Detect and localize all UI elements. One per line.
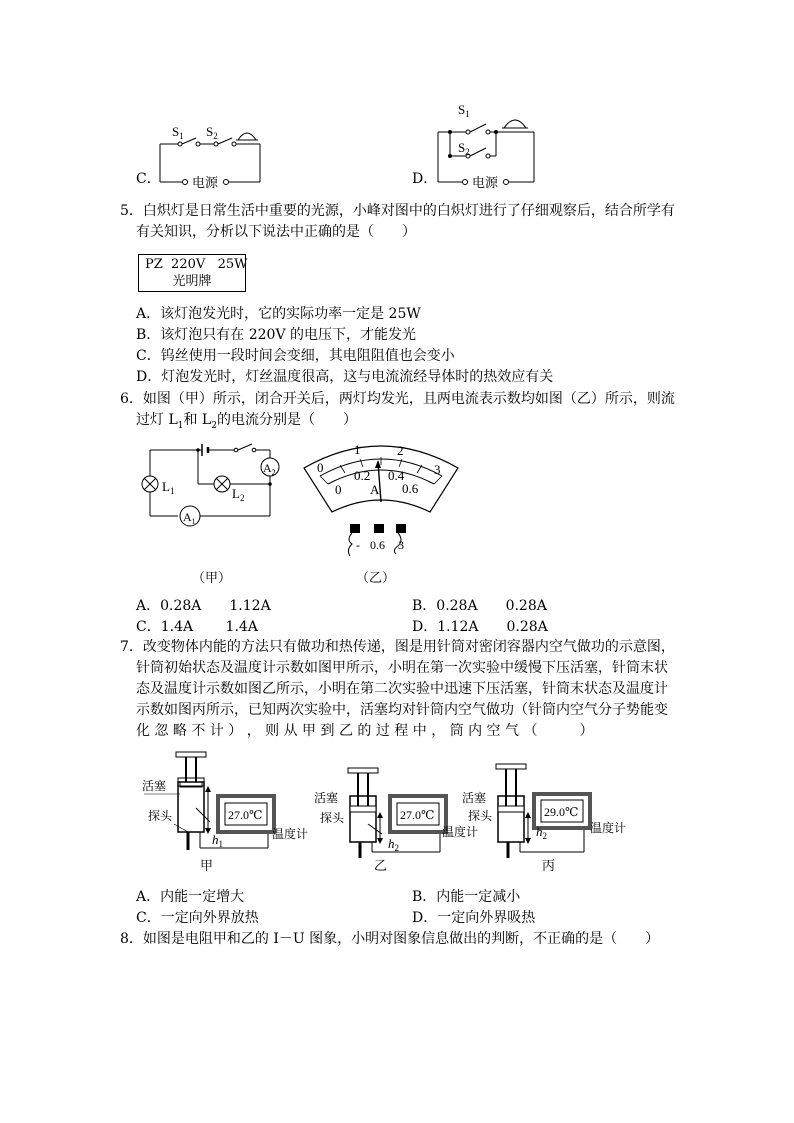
q6-circuit-jia xyxy=(138,440,288,530)
q5-bulb-spec: PZ 220V 25W xyxy=(145,257,248,272)
q7-option-b[interactable]: B．内能一定减小 xyxy=(412,889,521,905)
q7-bing-reading: 29.0℃ xyxy=(544,805,579,819)
q7-jia-thermo: 温度计 xyxy=(272,827,309,841)
q7-syringe-jia xyxy=(138,748,318,876)
terminal-3: 3 xyxy=(398,538,404,552)
q6-caption-jia: （甲） xyxy=(192,571,232,586)
q5-option-b[interactable]: B．该灯泡只有在 220V 的电压下，才能发光 xyxy=(136,327,417,343)
q6-l2-label: $L_2$ xyxy=(232,486,245,503)
q4-option-d-circuit xyxy=(428,98,548,194)
q6-caption-yi: （乙） xyxy=(356,571,396,586)
q6-a2-label: $A_2$ xyxy=(263,461,276,477)
meter-unit: A xyxy=(370,482,380,497)
q7-bing-piston: 活塞 xyxy=(462,791,487,805)
q7-option-c[interactable]: C．一定向外界放热 xyxy=(136,910,259,926)
q6-option-a[interactable]: A．0.28A 1.12A xyxy=(136,598,271,614)
meter-top-2: 2 xyxy=(397,443,404,458)
meter-bottom-0: 0 xyxy=(335,482,342,497)
q4d-power-label: 电源 xyxy=(472,175,499,190)
meter-top-0: 0 xyxy=(317,460,324,475)
q5-stem-line1: 5．白炽灯是日常生活中重要的光源，小峰对图中的白炽灯进行了仔细观察后，结合所学有 xyxy=(120,203,675,219)
q7-stem-line1: 7．改变物体内能的方法只有做功和热传递，图是用针筒对密闭容器内空气做功的示意图， xyxy=(120,639,675,655)
q7-option-a[interactable]: A．内能一定增大 xyxy=(136,889,245,905)
q7-stem-line5: 化 忽 略 不 计 ） ， 则 从 甲 到 乙 的 过 程 中 ， 筒 内 空 气 （ ） xyxy=(136,723,594,739)
q6-option-d[interactable]: D．1.12A 0.28A xyxy=(412,619,548,635)
q6-stem-line1: 6．如图（甲）所示，闭合开关后，两灯均发光，且两电流表示数均如图（乙）所示，则流 xyxy=(120,391,675,407)
q7-jia-h: $h_1$ xyxy=(212,832,223,849)
meter-top-3: 3 xyxy=(434,462,441,477)
q6-option-b[interactable]: B．0.28A 0.28A xyxy=(412,598,547,614)
q4-option-c-circuit xyxy=(150,118,275,194)
q6-l1-label: $L_1$ xyxy=(162,479,175,496)
q5-bulb-label-box xyxy=(138,254,246,292)
q6-ammeter-yi xyxy=(298,432,464,556)
q4-option-c-label: C． xyxy=(136,171,161,187)
q7-bing-h: $h_2$ xyxy=(536,824,547,841)
q4c-s2-label: $S_2$ xyxy=(206,124,218,141)
q4-option-d-label: D． xyxy=(412,171,438,187)
q7-jia-probe: 探头 xyxy=(148,809,173,823)
q7-yi-piston: 活塞 xyxy=(314,791,339,805)
q6-option-c[interactable]: C．1.4A 1.4A xyxy=(136,619,258,635)
q4d-s2-label: $S_2$ xyxy=(458,140,470,157)
meter-bottom-1: 0.2 xyxy=(354,468,371,483)
q7-option-d[interactable]: D．一定向外界吸热 xyxy=(412,910,536,926)
q7-bing-thermo: 温度计 xyxy=(590,821,627,835)
q7-bing-caption: 丙 xyxy=(542,858,556,873)
q7-jia-caption: 甲 xyxy=(200,858,214,873)
meter-bottom-3: 0.6 xyxy=(402,481,419,496)
q4d-s1-label: $S_1$ xyxy=(458,102,470,119)
q7-stem-line2: 针筒初始状态及温度计示数如图甲所示，小明在第一次实验中缓慢下压活塞，针筒末状 xyxy=(136,660,668,676)
q7-yi-h: $h_2$ xyxy=(388,836,399,853)
q8-stem-line1: 8．如图是电阻甲和乙的 I－U 图象，小明对图象信息做出的判断，不正确的是（ ） xyxy=(120,931,660,947)
q5-option-c[interactable]: C．钨丝使用一段时间会变细，其电阻阻值也会变小 xyxy=(136,348,455,364)
q7-yi-reading: 27.0℃ xyxy=(400,808,435,822)
q6-stem-line2: 过灯 $L_1$和 $L_2$的电流分别是（ ） xyxy=(136,412,357,431)
q7-yi-caption: 乙 xyxy=(374,858,388,873)
meter-top-1: 1 xyxy=(354,442,361,457)
q5-bulb-brand: 光明牌 xyxy=(172,274,212,289)
terminal-06: 0.6 xyxy=(370,538,385,552)
q7-jia-reading: 27.0℃ xyxy=(228,808,263,822)
terminal-neg: - xyxy=(356,538,360,552)
meter-bottom-2: 0.4 xyxy=(388,468,405,483)
q7-yi-probe: 探头 xyxy=(320,811,345,825)
q7-yi-thermo: 温度计 xyxy=(442,825,479,839)
q6-a1-label: $A_1$ xyxy=(183,510,196,526)
q7-stem-line4: 示数如图丙所示，已知两次实验中，活塞均对针筒内空气做功（针筒内空气分子势能变 xyxy=(136,702,668,718)
q5-option-d[interactable]: D．灯泡发光时，灯丝温度很高，这与电流流经导体时的热效应有关 xyxy=(136,369,554,385)
q7-stem-line3: 态及温度计示数如图乙所示，小明在第二次实验中迅速下压活塞，针筒末状态及温度计 xyxy=(136,681,668,697)
q4c-power-label: 电源 xyxy=(192,175,219,190)
q5-stem-line2: 有关知识，分析以下说法中正确的是（ ） xyxy=(136,224,416,240)
q7-jia-piston: 活塞 xyxy=(142,779,167,793)
q7-bing-probe: 探头 xyxy=(468,809,493,823)
q7-syringe-bing xyxy=(458,760,638,876)
q5-option-a[interactable]: A．该灯泡发光时，它的实际功率一定是 25W xyxy=(136,306,421,322)
q4c-s1-label: $S_1$ xyxy=(172,124,184,141)
